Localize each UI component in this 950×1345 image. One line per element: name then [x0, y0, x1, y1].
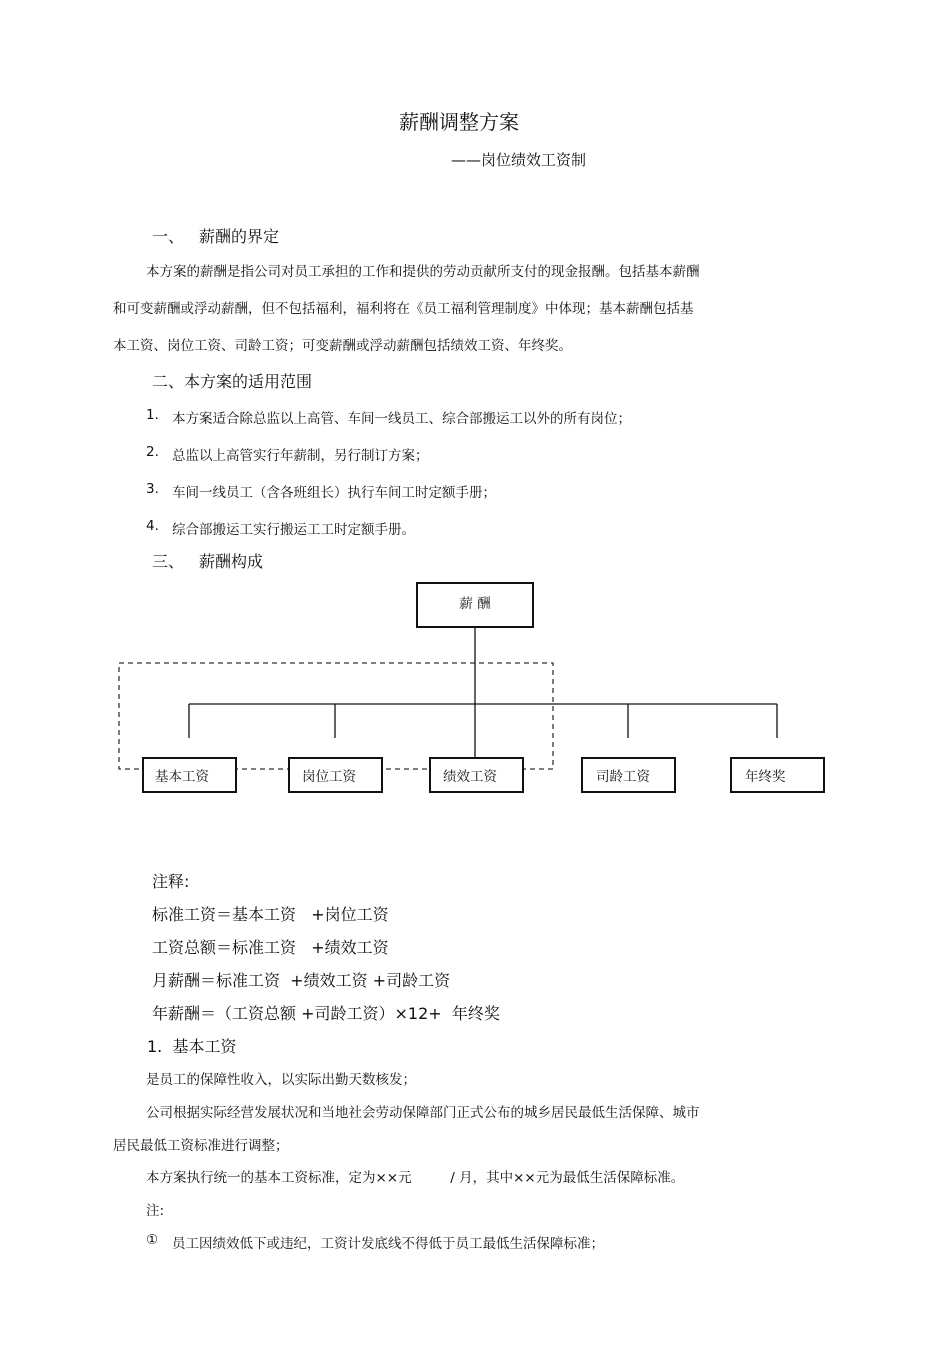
node-label: 基本工资 [155, 769, 209, 785]
list-item: 车间一线员工（含各班组长）执行车间工时定额手册； [172, 485, 496, 501]
section-1-line-2: 和可变薪酬或浮动薪酬，但不包括福利，福利将在《员工福利管理制度》中体现；基本薪酬包括基 [113, 301, 694, 317]
basic-salary-para-3: 本方案执行统一的基本工资标准，定为××元 / 月，其中××元为最低生活保障标准。 [146, 1170, 685, 1186]
basic-salary-para-2-line-1: 公司根据实际经营发展状况和当地社会劳动保障部门正式公布的城乡居民最低生活保障、城市 [146, 1105, 700, 1121]
basic-salary-note-label: 注: [146, 1203, 165, 1219]
list-item: 综合部搬运工实行搬运工工时定额手册。 [172, 522, 415, 538]
subsection-basic-salary-heading: 1. 基本工资 [147, 1037, 237, 1056]
diagram-node-year-end-bonus [730, 757, 825, 793]
page-subtitle: ——岗位绩效工资制 [451, 151, 587, 169]
section-1-line-3: 本工资、岗位工资、司龄工资；可变薪酬或浮动薪酬包括绩效工资、年终奖。 [113, 338, 572, 354]
formula-annual-pay: 年薪酬＝（工资总额 +司龄工资）×12+ 年终奖 [152, 1004, 500, 1023]
list-item: 本方案适合除总监以上高管、车间一线员工、综合部搬运工以外的所有岗位； [172, 411, 631, 427]
list-item-number: 4. [146, 518, 159, 534]
section-1-number: 一、 [152, 227, 185, 246]
section-3-number: 三、 [152, 552, 185, 571]
basic-salary-note-1: 员工因绩效低下或违纪，工资计发底线不得低于员工最低生活保障标准； [172, 1236, 604, 1252]
diagram-node-position-salary [288, 757, 383, 793]
section-3-heading: 薪酬构成 [199, 552, 264, 571]
diagram-node-seniority-salary [581, 757, 676, 793]
list-item: 总监以上高管实行年薪制，另行制订方案； [172, 448, 429, 464]
notes-label: 注释: [152, 872, 190, 891]
basic-salary-para-2-line-2: 居民最低工资标准进行调整； [113, 1138, 289, 1154]
section-2-heading: 二、本方案的适用范围 [152, 372, 313, 391]
formula-monthly-pay: 月薪酬＝标准工资 +绩效工资 +司龄工资 [152, 971, 451, 990]
diagram-root-node [416, 582, 534, 628]
list-item-number: 1. [146, 407, 159, 423]
node-label: 岗位工资 [302, 769, 356, 785]
basic-salary-para-1: 是员工的保障性收入，以实际出勤天数核发； [146, 1072, 416, 1088]
diagram-node-basic-salary [142, 757, 237, 793]
section-1-heading: 薪酬的界定 [199, 227, 280, 246]
formula-total-salary: 工资总额＝标准工资 +绩效工资 [152, 938, 389, 957]
node-label: 绩效工资 [443, 769, 497, 785]
list-item-number: 3. [146, 481, 159, 497]
fixed-salary-group-outline [119, 663, 553, 769]
section-1-line-1: 本方案的薪酬是指公司对员工承担的工作和提供的劳动贡献所支付的现金报酬。包括基本薪酬 [146, 264, 700, 280]
formula-standard-salary: 标准工资＝基本工资 +岗位工资 [152, 905, 389, 924]
node-label: 年终奖 [745, 769, 786, 785]
root-node-label: 薪 酬 [459, 596, 491, 612]
diagram-node-performance-salary [429, 757, 524, 793]
page-title: 薪酬调整方案 [399, 110, 519, 134]
note-circle-number: ① [146, 1232, 159, 1248]
list-item-number: 2. [146, 444, 159, 460]
node-label: 司龄工资 [596, 769, 650, 785]
